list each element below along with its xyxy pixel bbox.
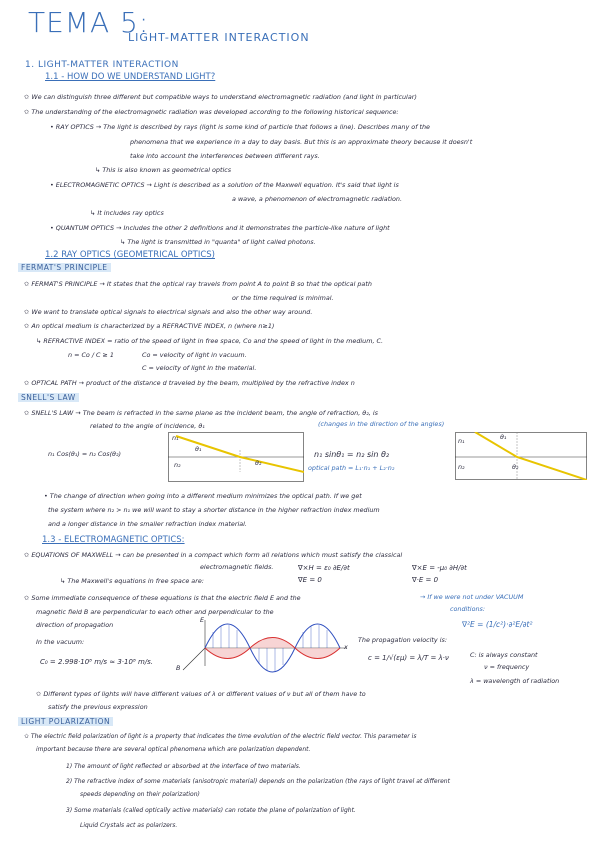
text-line: 2) The refractive index of some materials (anisotropic material) depends on the polarization (the rays of light travel at different xyxy=(66,778,450,785)
annotation: (changes in the direction of the angles) xyxy=(318,420,445,428)
label-n2-right: n₂ xyxy=(458,463,465,471)
axis-label-x: x xyxy=(344,643,348,651)
text-line: ✩ FERMAT'S PRINCIPLE → It states that the optical ray travels from point A to point B so that the optical path xyxy=(24,280,372,288)
text-line: The propagation velocity is: xyxy=(358,636,447,644)
label-n2: n₂ xyxy=(174,461,181,469)
text-line: ↳ REFRACTIVE INDEX = ratio of the speed of light in free space, Co and the speed of light in the medium, C. xyxy=(36,337,384,345)
text-line: • ELECTROMAGNETIC OPTICS → Light is described as a solution of the Maxwell equation. It's said that light is xyxy=(50,181,399,189)
text-line: take into account the interferences between different rays. xyxy=(130,152,320,160)
text-line: satisfy the previous expression xyxy=(48,703,148,711)
text-line: ✩ An optical medium is characterized by a REFRACTIVE INDEX, n (where n≥1) xyxy=(24,322,275,330)
annotation: optical path = L₁·n₁ + L₂·n₂ xyxy=(308,464,395,472)
text-line: C: is always constant xyxy=(470,651,538,659)
label-theta1-right: θ₁ xyxy=(500,433,507,441)
text-line: related to the angle of incidence, θ₁ xyxy=(90,422,205,430)
text-line: 3) Some materials (called optically active materials) can rotate the plane of polarization of light. xyxy=(66,807,356,814)
em-wave-diagram xyxy=(175,618,350,680)
text-line: λ = wavelength of radiation xyxy=(470,677,560,685)
text-line: important because there are several optical phenomena which are polarization dependent. xyxy=(36,746,311,753)
label-theta2: θ₂ xyxy=(255,459,262,467)
text-line: a wave, a phenomenon of electromagnetic radiation. xyxy=(232,195,402,203)
text-line: electromagnetic fields. xyxy=(200,563,274,571)
text-line: speeds depending on their polarization) xyxy=(80,791,200,798)
formula: ∇²E = (1/c²)·∂²E/∂t² xyxy=(462,620,533,629)
text-line: In the vacuum: xyxy=(36,638,85,646)
highlight-heading: FERMAT'S PRINCIPLE xyxy=(18,263,111,272)
formula: ∇E = 0 xyxy=(298,576,322,584)
formula: ∇·E = 0 xyxy=(412,576,439,584)
text-line: ✩ Different types of lights will have different values of λ or different values of ν but all of them have to xyxy=(36,690,366,698)
annotation: conditions: xyxy=(450,605,486,613)
label-theta1: θ₁ xyxy=(195,445,202,453)
annotation: → If we were not under VACUUM xyxy=(420,593,524,601)
text-line: phenomena that we experience in a day to day basis. But this is an approximate theory because it doesn't xyxy=(130,138,473,146)
text-line: ✩ The electric field polarization of light is a property that indicates the time evolution of the electric field vector. This parameter is xyxy=(24,733,417,740)
text-line: ✩ The understanding of the electromagnetic radiation was developed according to the following historical sequence: xyxy=(24,108,399,116)
formula: ∇×H = ε₀ ∂E/∂t xyxy=(298,564,350,572)
text-line: ν = frequency xyxy=(484,663,530,671)
refraction-diagram-right xyxy=(455,432,587,480)
section-heading-1-2: 1.2 RAY OPTICS (GEOMETRICAL OPTICS) xyxy=(45,250,215,260)
text-line: ↳ It includes ray optics xyxy=(90,209,164,217)
label-n1-right: n₁ xyxy=(458,437,465,445)
refraction-diagram-left xyxy=(168,432,304,482)
section-heading-1: 1. LIGHT-MATTER INTERACTION xyxy=(25,60,179,70)
text-line: and a longer distance in the smaller refraction index material. xyxy=(48,520,247,528)
text-line: magnetic field B are perpendicular to each other and perpendicular to the xyxy=(36,608,274,616)
text-line: ✩ We want to translate optical signals to electrical signals and also the other way around. xyxy=(24,308,313,316)
text-line: • RAY OPTICS → The light is described by rays (light is some kind of particle that follows a line). Describes many of the xyxy=(50,123,430,131)
section-heading-1-1: 1.1 - HOW DO WE UNDERSTAND LIGHT? xyxy=(45,72,216,82)
formula: n₁ sinθ₁ = n₂ sin θ₂ xyxy=(314,450,390,459)
axis-label-e: E xyxy=(200,616,205,624)
page-title: TEMA 5: xyxy=(28,6,150,39)
page-subtitle: LIGHT-MATTER INTERACTION xyxy=(128,31,310,44)
text-line: ✩ OPTICAL PATH → product of the distance d traveled by the beam, multiplied by the refractive index n xyxy=(24,379,355,387)
axis-label-b: B xyxy=(176,664,181,672)
text-line: direction of propagation xyxy=(36,621,114,629)
formula: c = 1/√(εμ) = λ/T = λ·ν xyxy=(368,654,449,662)
text-line: ✩ Some immediate consequence of these equations is that the electric field E and the xyxy=(24,594,301,602)
formula: ∇×E = -μ₀ ∂H/∂t xyxy=(412,564,467,572)
text-line: ✩ EQUATIONS OF MAXWELL → can be presented in a compact which form all relations which must satisfy the classical xyxy=(24,551,403,559)
text-line: the system where n₂ > n₁ we will want to stay a shorter distance in the higher refraction index medium xyxy=(48,506,380,514)
text-line: ✩ We can distinguish three different but compatible ways to understand electromagnetic radiation (and light in particular) xyxy=(24,93,417,101)
text-line: ✩ SNELL'S LAW → The beam is refracted in the same plane as the incident beam, the angle of refraction, θ₂, is xyxy=(24,409,378,417)
formula: n = Co / C ≥ 1 xyxy=(68,351,115,359)
label-n1: n₁ xyxy=(172,434,179,442)
text-line: • The change of direction when going into a different medium minimizes the optical path. If we get xyxy=(44,492,362,500)
highlight-heading: SNELL'S LAW xyxy=(18,393,79,402)
formula: C₀ = 2.998·10⁸ m/s ≈ 3·10⁸ m/s. xyxy=(40,658,154,666)
label-theta2-right: θ₂ xyxy=(512,463,519,471)
text-line: ↳ The light is transmitted in "quanta" of light called photons. xyxy=(120,238,316,246)
highlight-heading: LIGHT POLARIZATION xyxy=(18,717,113,726)
text-line: ↳ This is also known as geometrical optics xyxy=(95,166,232,174)
text-line: • QUANTUM OPTICS → Includes the other 2 definitions and it demonstrates the particle-like nature of light xyxy=(50,224,390,232)
text-line: Liquid Crystals act as polarizers. xyxy=(80,822,178,829)
text-line: Co = velocity of light in vacuum. xyxy=(142,351,247,359)
text-line: or the time required is minimal. xyxy=(232,294,334,302)
section-heading-1-3: 1.3 - ELECTROMAGNETIC OPTICS: xyxy=(42,535,185,545)
text-line: 1) The amount of light reflected or absorbed at the interface of two materials. xyxy=(66,763,301,770)
text-line: C = velocity of light in the material. xyxy=(142,364,257,372)
formula: n₁ Cos(θ₁) = n₂ Cos(θ₂) xyxy=(48,450,122,458)
text-line: ↳ The Maxwell's equations in free space are: xyxy=(60,577,204,585)
